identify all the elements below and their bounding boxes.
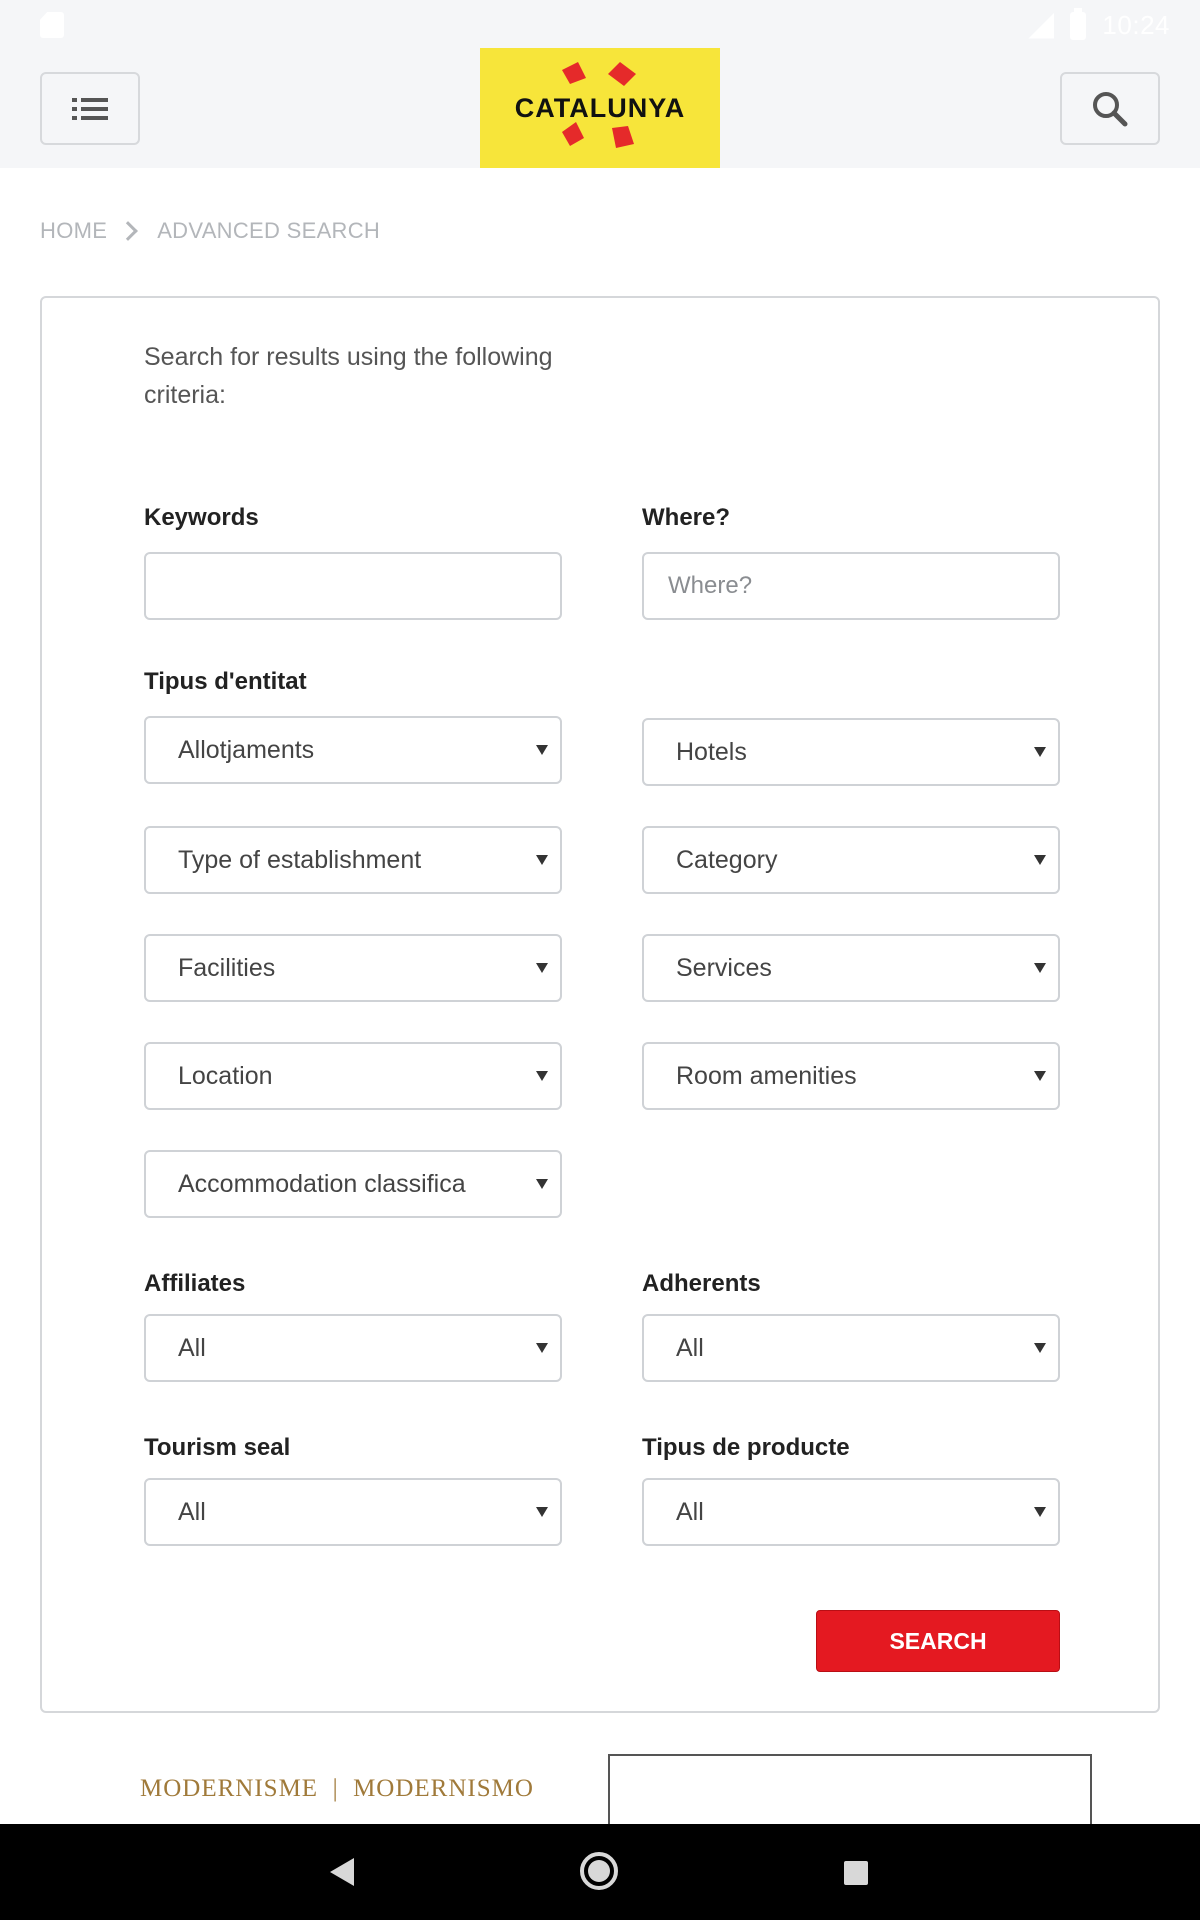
accommodation-classification-select[interactable] xyxy=(144,1150,562,1218)
advanced-search-form xyxy=(40,296,1160,1713)
tourism-seal-label: Tourism seal xyxy=(144,1434,291,1461)
caret-down-icon xyxy=(1034,1343,1046,1353)
services-value: Services xyxy=(676,953,772,982)
entity-type-label: Tipus d'entitat xyxy=(144,668,307,695)
status-bar xyxy=(0,0,1200,48)
tourism-seal-select[interactable] xyxy=(144,1478,562,1546)
menu-button[interactable] xyxy=(40,72,140,145)
catalunya-logo[interactable] xyxy=(480,48,720,168)
caret-down-icon xyxy=(536,1071,548,1081)
affiliates-label: Affiliates xyxy=(144,1270,246,1297)
adherents-value: All xyxy=(676,1333,704,1362)
breadcrumb-home[interactable]: HOME xyxy=(40,218,108,243)
caret-down-icon xyxy=(536,1507,548,1517)
room-amenities-value: Room amenities xyxy=(676,1061,857,1090)
sd-card-icon xyxy=(40,12,64,38)
breadcrumb-current: ADVANCED SEARCH xyxy=(157,218,381,243)
entity-type-value: Allotjaments xyxy=(178,735,315,764)
room-amenities-select[interactable] xyxy=(642,1042,1060,1110)
caret-down-icon xyxy=(536,745,548,755)
tourism-seal-value: All xyxy=(178,1497,206,1526)
accommodation-classification-value: Accommodation classifica xyxy=(178,1169,466,1198)
modernisme-banner-text[interactable]: MODERNISME | MODERNISMO xyxy=(140,1775,534,1802)
caret-down-icon xyxy=(536,1343,548,1353)
keywords-input[interactable] xyxy=(144,552,562,620)
affiliates-value: All xyxy=(178,1333,206,1362)
affiliates-select[interactable] xyxy=(144,1314,562,1382)
battery-icon xyxy=(1070,12,1086,40)
product-type-select[interactable] xyxy=(642,1478,1060,1546)
status-time: 10:24 xyxy=(1102,10,1170,40)
search-icon xyxy=(1091,90,1129,128)
search-button[interactable]: SEARCH xyxy=(816,1610,1060,1672)
entity-subtype-select[interactable] xyxy=(642,718,1060,786)
breadcrumb xyxy=(40,218,380,244)
location-select[interactable] xyxy=(144,1042,562,1110)
category-select[interactable] xyxy=(642,826,1060,894)
back-icon[interactable] xyxy=(330,1858,354,1886)
caret-down-icon xyxy=(536,855,548,865)
category-value: Category xyxy=(676,845,778,874)
site-header xyxy=(0,48,1200,168)
location-value: Location xyxy=(178,1061,273,1090)
adherents-select[interactable] xyxy=(642,1314,1060,1382)
where-label: Where? xyxy=(642,504,731,531)
caret-down-icon xyxy=(536,1179,548,1189)
caret-down-icon xyxy=(1034,747,1046,757)
entity-subtype-value: Hotels xyxy=(676,737,747,766)
caret-down-icon xyxy=(1034,1071,1046,1081)
system-nav-bar xyxy=(0,1824,1200,1920)
signal-icon xyxy=(1028,13,1054,39)
caret-down-icon xyxy=(536,963,548,973)
caret-down-icon xyxy=(1034,1507,1046,1517)
establishment-type-value: Type of establishment xyxy=(178,845,422,874)
services-select[interactable] xyxy=(642,934,1060,1002)
list-icon xyxy=(72,96,108,122)
product-type-value: All xyxy=(676,1497,704,1526)
entity-type-select[interactable] xyxy=(144,716,562,784)
establishment-type-select[interactable] xyxy=(144,826,562,894)
promo-box[interactable] xyxy=(608,1754,1092,1834)
facilities-value: Facilities xyxy=(178,953,276,982)
caret-down-icon xyxy=(1034,963,1046,973)
status-icons xyxy=(1028,10,1170,41)
form-intro: Search for results using the following criteria: xyxy=(144,343,553,409)
keywords-label: Keywords xyxy=(144,504,259,531)
recent-apps-icon[interactable] xyxy=(844,1861,868,1885)
header-search-button[interactable] xyxy=(1060,72,1160,145)
chevron-right-icon xyxy=(118,221,138,241)
home-icon[interactable] xyxy=(580,1852,618,1890)
facilities-select[interactable] xyxy=(144,934,562,1002)
logo-text: CATALUNYA xyxy=(514,92,686,123)
adherents-label: Adherents xyxy=(642,1270,761,1297)
product-type-label: Tipus de producte xyxy=(642,1434,850,1461)
where-input[interactable] xyxy=(642,552,1060,620)
caret-down-icon xyxy=(1034,855,1046,865)
